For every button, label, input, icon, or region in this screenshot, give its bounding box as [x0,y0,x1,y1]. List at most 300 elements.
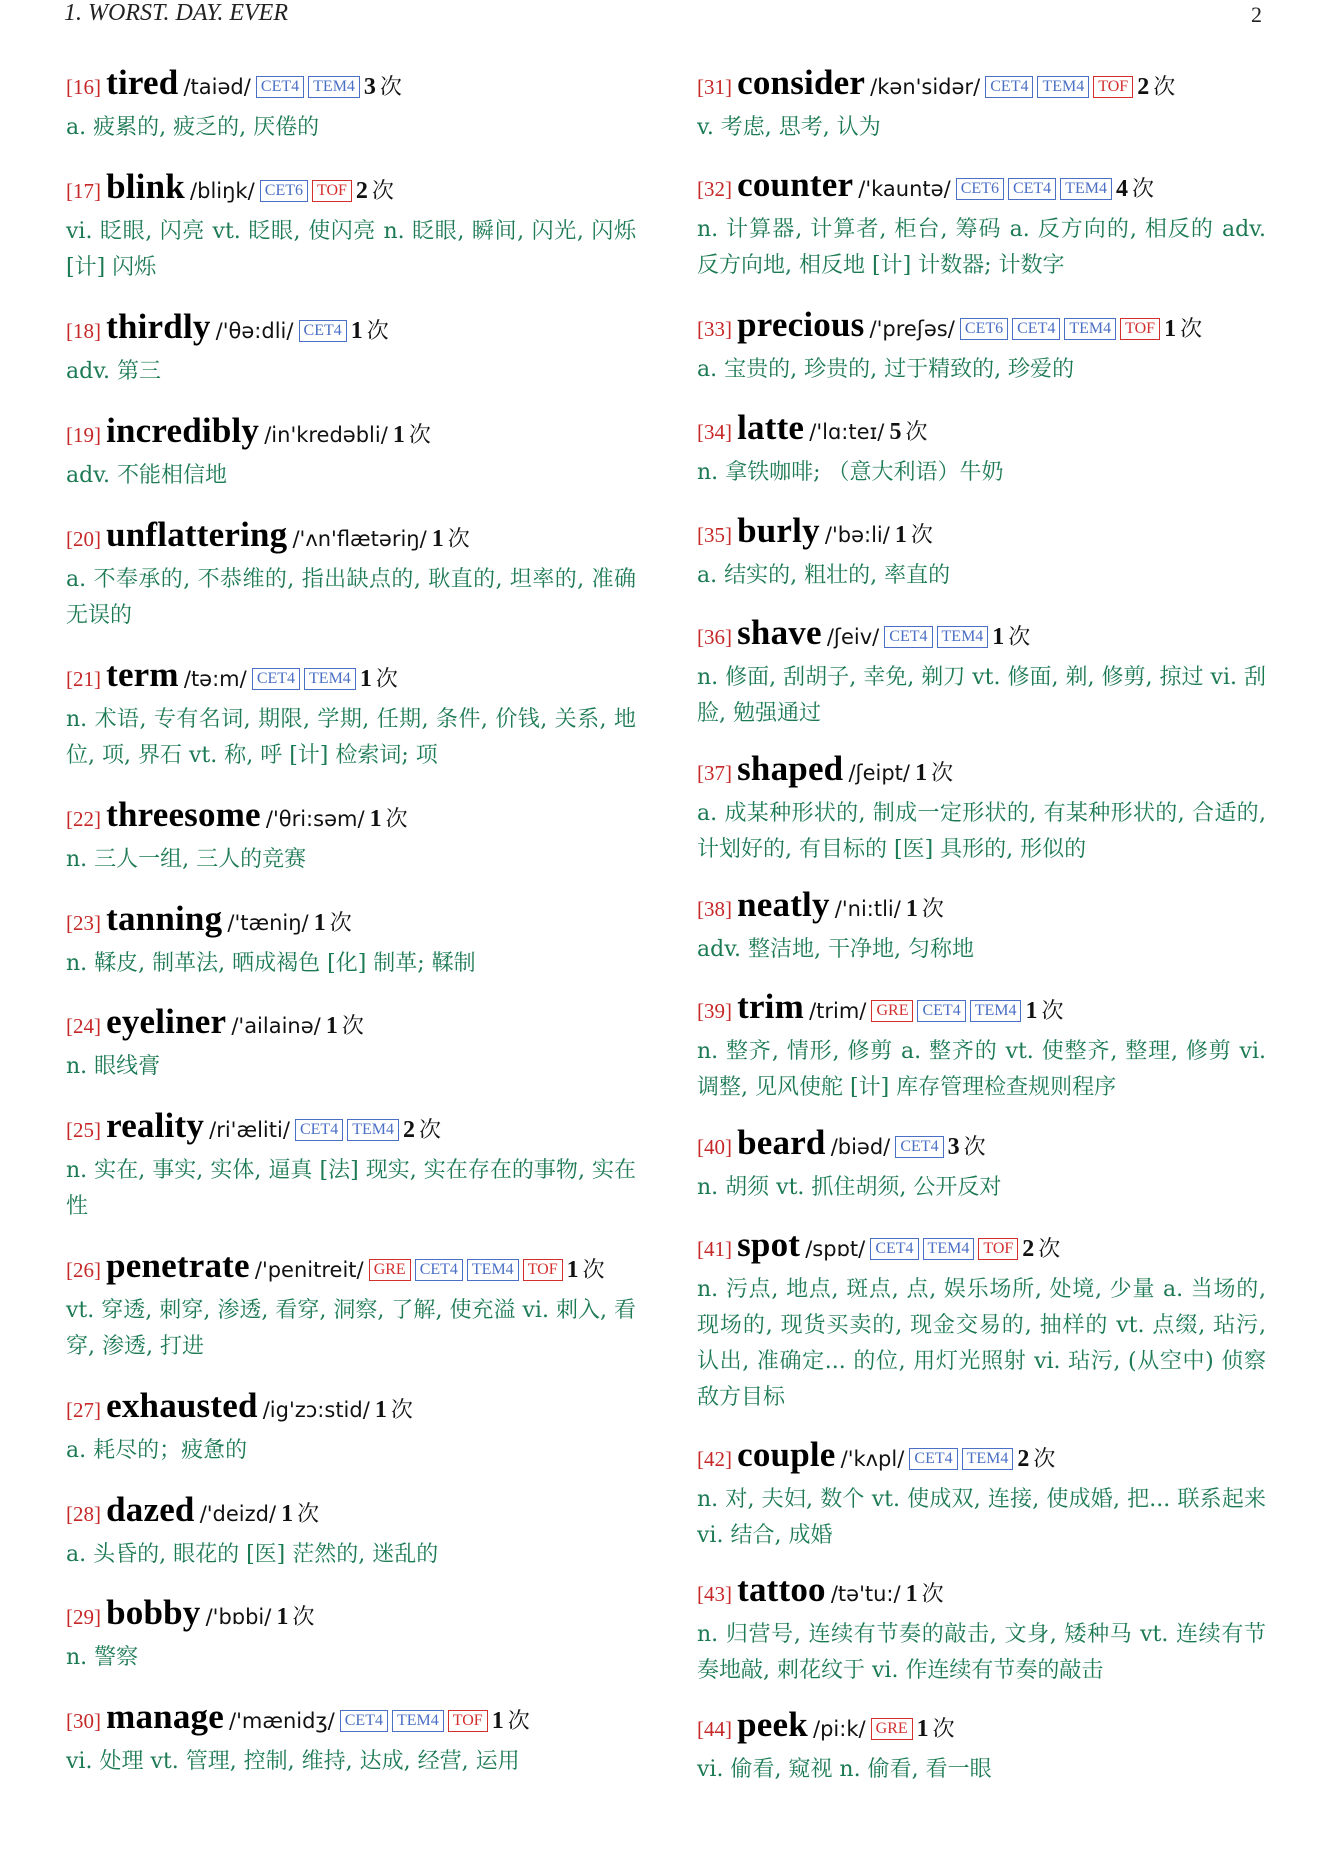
entry-frequency [1116,176,1154,202]
exam-tag: TEM4 [923,1238,975,1260]
entry-definition: n. 三人一组, 三人的竞赛 [66,847,307,872]
entry-word: incredibly [106,411,260,450]
exam-tag: CET4 [340,1710,388,1732]
exam-tag: TEM4 [392,1710,444,1732]
entry-phonetic: /'kauntə/ [858,177,951,201]
vocab-entry [66,1387,640,1469]
entry-word: trim [737,987,804,1026]
exam-tag: TEM4 [304,668,356,690]
frequency-unit: 次 [932,1716,955,1741]
entry-word: term [106,655,179,694]
entry-index: [26] [66,1258,101,1282]
exam-tag: GRE [369,1259,411,1281]
vocab-entry [66,1491,640,1573]
entry-word: exhausted [106,1386,258,1425]
entry-definition: n. 对, 夫妇, 数个 vt. 使成双, 连接, 使成婚, 把... 联系起来 vi. 结合, 成婚 [697,1487,1266,1548]
entry-phonetic: /ig'zɔ:stid/ [262,1398,370,1422]
entry-phonetic: /'lɑ:teɪ/ [809,420,885,444]
entry-head [697,409,1270,453]
entry-phonetic: /ri'æliti/ [209,1118,290,1142]
frequency-count: 1 [281,1501,294,1527]
entry-index: [40] [697,1135,732,1159]
entry-index: [21] [66,667,101,691]
frequency-unit: 次 [379,74,402,99]
entry-phonetic: /tə'tu:/ [830,1582,901,1606]
frequency-unit: 次 [390,1397,413,1422]
entry-phonetic: /ʃeipt/ [848,761,910,785]
entry-word: shaped [737,749,844,788]
vocab-entry [697,166,1270,284]
frequency-unit: 次 [931,760,954,785]
entry-frequency [403,1117,441,1143]
entry-word: bobby [106,1593,201,1632]
entry-word: burly [737,511,820,550]
entry-head [66,308,640,352]
entry-head [697,1124,1270,1168]
entry-head [66,900,640,944]
exam-tag: TOF [978,1238,1018,1260]
frequency-unit: 次 [582,1257,605,1282]
exam-tag: CET4 [299,320,347,342]
exam-tag: CET6 [260,180,308,202]
entry-definition: n. 实在, 事实, 实体, 逼真 [法] 现实, 实在存在的事物, 实在性 [66,1158,636,1219]
exam-tag: CET4 [917,1000,965,1022]
exam-tag: TEM4 [1060,178,1112,200]
frequency-unit: 次 [1033,1446,1056,1471]
entry-head [66,168,640,212]
exam-tag: CET4 [895,1136,943,1158]
entry-definition: v. 考虑, 思考, 认为 [697,115,881,140]
entry-index: [19] [66,423,101,447]
entry-definition: a. 结实的, 粗壮的, 率直的 [697,563,951,588]
entry-definition: n. 拿铁咖啡; （意大利语）牛奶 [697,460,1004,485]
entry-frequency [360,666,398,692]
vocab-entry [697,886,1270,968]
entry-head [66,1247,640,1291]
frequency-count: 1 [905,896,918,922]
entry-head [697,1571,1270,1615]
frequency-count: 3 [947,1134,960,1160]
entry-phonetic: /'preʃəs/ [869,317,955,341]
vocab-entry [66,1003,640,1085]
exam-tag: CET4 [985,76,1033,98]
entry-definition: vi. 处理 vt. 管理, 控制, 维持, 达成, 经营, 运用 [66,1749,520,1774]
entry-phonetic: /ʃeiv/ [826,625,880,649]
entry-index: [37] [697,761,732,785]
exam-tag: TOF [448,1710,488,1732]
entry-index: [31] [697,75,732,99]
vocab-entry [697,64,1270,146]
entry-frequency [281,1501,319,1527]
exam-tag: TEM4 [970,1000,1022,1022]
entry-frequency [364,74,402,100]
entry-definition: a. 宝贵的, 珍贵的, 过于精致的, 珍爱的 [697,357,1075,382]
exam-tag: CET4 [870,1238,918,1260]
running-head: 1. WORST. DAY. EVER [64,0,289,26]
entry-frequency [948,1134,986,1160]
entry-index: [43] [697,1582,732,1606]
entry-frequency [393,422,431,448]
entry-word: precious [737,305,865,344]
entry-word: tanning [106,899,223,938]
exam-tag: TEM4 [937,626,989,648]
vocab-entry [697,750,1270,868]
vocab-entry [697,1226,1270,1416]
entry-index: [41] [697,1237,732,1261]
entry-index: [24] [66,1014,101,1038]
entry-frequency [567,1257,605,1283]
entry-word: manage [106,1697,224,1736]
entry-head [697,614,1270,658]
exam-tag: CET4 [884,626,932,648]
entry-head [66,64,640,108]
entry-head [697,1436,1270,1480]
page-number: 2 [1251,2,1262,27]
entry-phonetic: /pi:k/ [813,1717,866,1741]
frequency-unit: 次 [341,1013,364,1038]
entry-head [66,1698,640,1742]
frequency-unit: 次 [418,1117,441,1142]
entry-index: [39] [697,999,732,1023]
frequency-count: 1 [915,760,928,786]
frequency-count: 1 [905,1581,918,1607]
entry-word: unflattering [106,515,288,554]
vocab-entry [66,308,640,390]
entry-phonetic: /'θə:dli/ [215,319,294,343]
entry-frequency [1017,1446,1055,1472]
entry-index: [25] [66,1118,101,1142]
entry-phonetic: /'ʌn'flætəriŋ/ [292,527,427,551]
entry-frequency [314,910,352,936]
entry-definition: vi. 偷看, 窥视 n. 偷看, 看一眼 [697,1757,992,1782]
exam-tag: CET4 [256,76,304,98]
entry-definition: n. 污点, 地点, 斑点, 点, 娱乐场所, 处境, 少量 a. 当场的, 现场的, 现货买卖的, 现金交易的, 抽样的 vt. 点缀, 玷污, 认出, 准确定... 的位, 用灯光照射 vi. 玷污, (从空中) 侦察敌方目标 [697,1277,1266,1410]
frequency-count: 1 [916,1716,929,1742]
entry-frequency [915,760,953,786]
frequency-unit: 次 [366,318,389,343]
vocab-entry [66,1594,640,1676]
entry-phonetic: /'ailainə/ [231,1014,321,1038]
entry-phonetic: /'kʌpl/ [840,1447,905,1471]
frequency-count: 1 [392,422,405,448]
frequency-count: 2 [402,1117,415,1143]
frequency-unit: 次 [905,419,928,444]
frequency-count: 1 [350,318,363,344]
entry-frequency [375,1397,413,1423]
exam-tag: TEM4 [962,1448,1014,1470]
entry-head [697,750,1270,794]
entry-phonetic: /kən'sidər/ [870,75,981,99]
entry-definition: adv. 不能相信地 [66,463,228,488]
entry-index: [38] [697,897,732,921]
entry-frequency [432,526,470,552]
entry-phonetic: /taiəd/ [183,75,251,99]
entry-frequency [351,318,389,344]
entry-definition: n. 眼线膏 [66,1054,161,1079]
frequency-count: 1 [276,1604,289,1630]
entry-head [697,512,1270,556]
frequency-count: 2 [1017,1446,1030,1472]
frequency-count: 1 [1025,998,1038,1024]
frequency-count: 1 [359,666,372,692]
entry-definition: a. 头昏的, 眼花的 [医] 茫然的, 迷乱的 [66,1542,439,1567]
frequency-count: 5 [889,419,902,445]
entry-word: latte [737,408,805,447]
exam-tag: TOF [523,1259,563,1281]
entry-head [66,656,640,700]
exam-tag: CET6 [960,318,1008,340]
entry-index: [16] [66,75,101,99]
entry-phonetic: /'bɒbi/ [205,1605,272,1629]
entry-definition: n. 术语, 专有名词, 期限, 学期, 任期, 条件, 价钱, 关系, 地位, 项, 界石 vt. 称, 呼 [计] 检索词; 项 [66,707,636,768]
vocab-entry [66,900,640,982]
frequency-unit: 次 [447,526,470,551]
entry-frequency [1025,998,1063,1024]
entry-head [66,796,640,840]
entry-phonetic: /'bə:li/ [824,523,890,547]
entry-head [66,1003,640,1047]
frequency-count: 1 [313,910,326,936]
entry-head [697,1226,1270,1270]
entry-index: [27] [66,1398,101,1422]
vocab-entry [66,796,640,878]
entry-index: [18] [66,319,101,343]
frequency-count: 1 [369,806,382,832]
exam-tag: TEM4 [467,1259,519,1281]
entry-head [697,988,1270,1032]
entry-word: spot [737,1225,801,1264]
exam-tag: CET4 [415,1259,463,1281]
entry-definition: n. 归营号, 连续有节奏的敲击, 文身, 矮种马 vt. 连续有节奏地敲, 刺花纹于 vi. 作连续有节奏的敲击 [697,1622,1266,1683]
entry-frequency [906,896,944,922]
vocab-entry [697,306,1270,388]
entry-word: counter [737,165,854,204]
entry-head [66,412,640,456]
exam-tag: GRE [871,1000,913,1022]
vocab-entry [697,1706,1270,1788]
entry-phonetic: /tə:m/ [183,667,247,691]
vocab-entry [66,1247,640,1365]
vocab-entry [66,516,640,634]
exam-tag: CET4 [1008,178,1056,200]
entry-word: peek [737,1705,808,1744]
entry-index: [33] [697,317,732,341]
entry-definition: a. 疲累的, 疲乏的, 厌倦的 [66,115,320,140]
entry-definition: n. 胡须 vt. 抓住胡须, 公开反对 [697,1175,1002,1200]
entry-definition: adv. 整洁地, 干净地, 匀称地 [697,937,974,962]
entry-frequency [370,806,408,832]
entry-head [66,1107,640,1151]
entry-phonetic: /'ni:tli/ [834,897,901,921]
vocab-entry [697,1571,1270,1689]
exam-tag: TOF [312,180,352,202]
entry-phonetic: /'tæniŋ/ [227,911,309,935]
entry-word: neatly [737,885,830,924]
vocab-entry [66,168,640,286]
entry-index: [28] [66,1502,101,1526]
exam-tag: CET4 [909,1448,957,1470]
frequency-unit: 次 [507,1708,530,1733]
frequency-unit: 次 [1008,624,1031,649]
frequency-count: 3 [363,74,376,100]
entry-phonetic: /spɒt/ [805,1237,866,1261]
entry-frequency [917,1716,955,1742]
frequency-unit: 次 [1038,1236,1061,1261]
frequency-unit: 次 [292,1604,315,1629]
entry-index: [22] [66,807,101,831]
entry-index: [36] [697,625,732,649]
frequency-count: 2 [355,178,368,204]
exam-tag: CET4 [295,1119,343,1141]
entry-head [697,1706,1270,1750]
entry-definition: n. 警察 [66,1645,139,1670]
entry-phonetic: /'θri:səm/ [265,807,365,831]
entry-frequency [356,178,394,204]
entry-definition: vi. 眨眼, 闪亮 vt. 眨眼, 使闪亮 n. 眨眼, 瞬间, 闪光, 闪烁 [计] 闪烁 [66,219,636,280]
vocab-entry [66,412,640,494]
frequency-count: 1 [566,1257,579,1283]
frequency-count: 1 [992,624,1005,650]
entry-word: tired [106,63,179,102]
entry-frequency [889,419,927,445]
entry-word: couple [737,1435,836,1474]
entry-index: [44] [697,1717,732,1741]
frequency-unit: 次 [371,178,394,203]
entry-definition: a. 不奉承的, 不恭维的, 指出缺点的, 耿直的, 坦率的, 准确无误的 [66,567,636,628]
entry-head [66,1594,640,1638]
frequency-unit: 次 [963,1134,986,1159]
entry-head [66,1387,640,1431]
entry-frequency [895,522,933,548]
entry-index: [34] [697,420,732,444]
exam-tag: TEM4 [1064,318,1116,340]
exam-tag: CET6 [956,178,1004,200]
entry-index: [29] [66,1605,101,1629]
frequency-unit: 次 [375,666,398,691]
entry-word: tattoo [737,1570,826,1609]
entry-word: thirdly [106,307,211,346]
vocab-entry [697,988,1270,1106]
entry-phonetic: /'deizd/ [199,1502,277,1526]
entry-frequency [492,1708,530,1734]
frequency-unit: 次 [921,1581,944,1606]
entry-phonetic: /trim/ [809,999,867,1023]
frequency-count: 1 [894,522,907,548]
entry-head [66,516,640,560]
vocab-entry [66,656,640,774]
exam-tag: TOF [1120,318,1160,340]
vocab-entry [697,614,1270,732]
exam-tag: CET4 [1012,318,1060,340]
entry-definition: vt. 穿透, 刺穿, 渗透, 看穿, 洞察, 了解, 使充溢 vi. 刺入, 看穿, 渗透, 打进 [66,1298,636,1359]
entry-frequency [1022,1236,1060,1262]
entry-frequency [1137,74,1175,100]
entry-definition: n. 计算器, 计算者, 柜台, 筹码 a. 反方向的, 相反的 adv. 反方向地, 相反地 [计] 计数器; 计数字 [697,217,1266,278]
entry-word: threesome [106,795,261,834]
entry-word: penetrate [106,1246,250,1285]
entry-definition: a. 成某种形状的, 制成一定形状的, 有某种形状的, 合适的, 计划好的, 有目标的 [医] 具形的, 形似的 [697,801,1266,862]
entry-phonetic: /biəd/ [830,1135,891,1159]
entry-word: dazed [106,1490,195,1529]
entry-phonetic: /'penitreit/ [254,1258,364,1282]
frequency-unit: 次 [297,1501,320,1526]
vocab-entry [66,1698,640,1780]
entry-head [697,166,1270,210]
frequency-unit: 次 [1131,176,1154,201]
entry-frequency [992,624,1030,650]
entry-index: [30] [66,1709,101,1733]
vocab-entry [66,64,640,146]
frequency-count: 1 [491,1708,504,1734]
entry-phonetic: /bliŋk/ [190,179,255,203]
frequency-count: 2 [1022,1236,1035,1262]
vocab-entry [66,1107,640,1225]
entry-head [697,64,1270,108]
entry-index: [42] [697,1447,732,1471]
frequency-count: 1 [325,1013,338,1039]
frequency-unit: 次 [1041,998,1064,1023]
entry-head [66,1491,640,1535]
vocab-entry [697,1124,1270,1206]
vocab-entry [697,409,1270,491]
entry-word: beard [737,1123,826,1162]
entry-definition: a. 耗尽的；疲惫的 [66,1438,248,1463]
exam-tag: CET4 [252,668,300,690]
entry-frequency [906,1581,944,1607]
frequency-unit: 次 [1153,74,1176,99]
entry-index: [17] [66,179,101,203]
frequency-unit: 次 [408,422,431,447]
exam-tag: TEM4 [308,76,360,98]
entry-index: [35] [697,523,732,547]
exam-tag: TEM4 [1037,76,1089,98]
frequency-count: 1 [374,1397,387,1423]
entry-word: reality [106,1106,205,1145]
entry-definition: n. 整齐, 情形, 修剪 a. 整齐的 vt. 使整齐, 整理, 修剪 vi. 调整, 见风使舵 [计] 库存管理检查规则程序 [697,1039,1266,1100]
entry-frequency [276,1604,314,1630]
vocab-entry [697,1436,1270,1554]
entry-definition: n. 鞣皮, 制革法, 晒成褐色 [化] 制革; 鞣制 [66,951,476,976]
frequency-unit: 次 [921,896,944,921]
entry-index: [20] [66,527,101,551]
entry-word: eyeliner [106,1002,227,1041]
entry-definition: adv. 第三 [66,359,162,384]
entry-phonetic: /'mænidʒ/ [229,1709,335,1733]
frequency-unit: 次 [329,910,352,935]
frequency-unit: 次 [385,806,408,831]
frequency-unit: 次 [1180,316,1203,341]
frequency-count: 1 [1164,316,1177,342]
vocab-entry [697,512,1270,594]
entry-index: [23] [66,911,101,935]
entry-head [697,306,1270,350]
entry-word: shave [737,613,822,652]
entry-definition: n. 修面, 刮胡子, 幸免, 剃刀 vt. 修面, 剃, 修剪, 掠过 vi. 刮脸, 勉强通过 [697,665,1266,726]
entry-index: [32] [697,177,732,201]
frequency-count: 2 [1137,74,1150,100]
entry-word: consider [737,63,866,102]
entry-frequency [326,1013,364,1039]
exam-tag: TEM4 [347,1119,399,1141]
entry-frequency [1164,316,1202,342]
entry-head [697,886,1270,930]
entry-phonetic: /in'kredəbli/ [264,423,388,447]
entry-word: blink [106,167,185,206]
frequency-unit: 次 [910,522,933,547]
exam-tag: GRE [871,1718,913,1740]
frequency-count: 4 [1115,176,1128,202]
frequency-count: 1 [431,526,444,552]
